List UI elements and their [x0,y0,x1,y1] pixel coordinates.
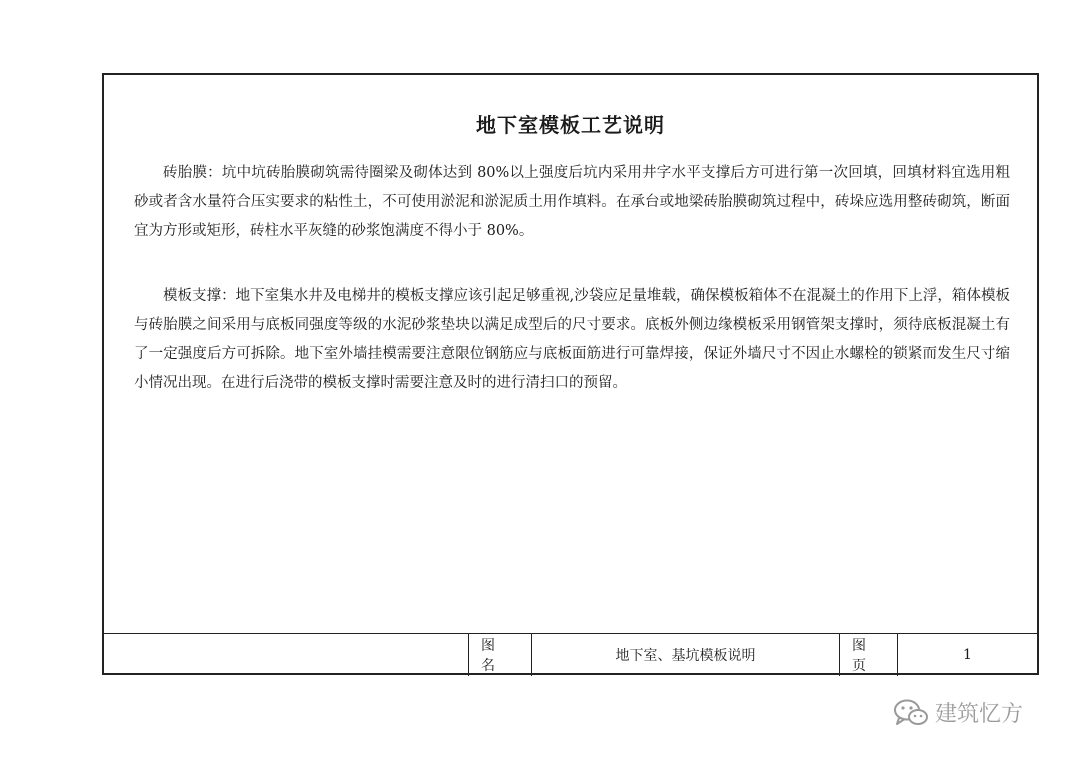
paragraph-formwork-support: 模板支撑：地下室集水井及电梯井的模板支撑应该引起足够重视,沙袋应足量堆载，确保模板箱体不在混凝土的作用下上浮，箱体模板与砖胎膜之间采用与底板同强度等级的水泥砂浆垫块以满足成型后的尺寸要求。底板外侧边缘模板采用钢管架支撑时，须待底板混凝土有了一定强度后方可拆除。地下室外墙挂模需要注意限位钢筋应与底板面筋进行可靠焊接，保证外墙尺寸不因止水螺栓的锁紧而发生尺寸缩小情况出现。在进行后浇带的模板支撑时需要注意及时的进行清扫口的预留。 [134,288,1010,391]
watermark [893,697,1023,728]
drawing-name-value: 地下室、基坑模板说明 [532,634,840,676]
document-title: 地下室模板工艺说明 [476,113,665,137]
drawing-frame [102,73,1039,675]
drawing-page-label: 图页 [840,634,898,676]
drawing-page-value: 1 [963,647,972,663]
paragraph-brick-formwork: 砖胎膜：坑中坑砖胎膜砌筑需待圈梁及砌体达到 80%以上强度后坑内采用井字水平支撑后方可进行第一次回填，回填材料宜选用粗砂或者含水量符合压实要求的粘性土，不可使用淤泥和淤泥质土用作填料。在承台或地梁砖胎膜砌筑过程中，砖垛应选用整砖砌筑，断面宜为方形或矩形，砖柱水平灰缝的砂浆饱满度不得小于 80%。 [134,165,1010,239]
wechat-icon [893,698,929,728]
title-block-blank-cell [104,634,469,676]
title-block [104,633,1037,676]
drawing-name-label: 图名 [469,634,532,676]
watermark-text: 建筑忆方 [935,702,1024,727]
